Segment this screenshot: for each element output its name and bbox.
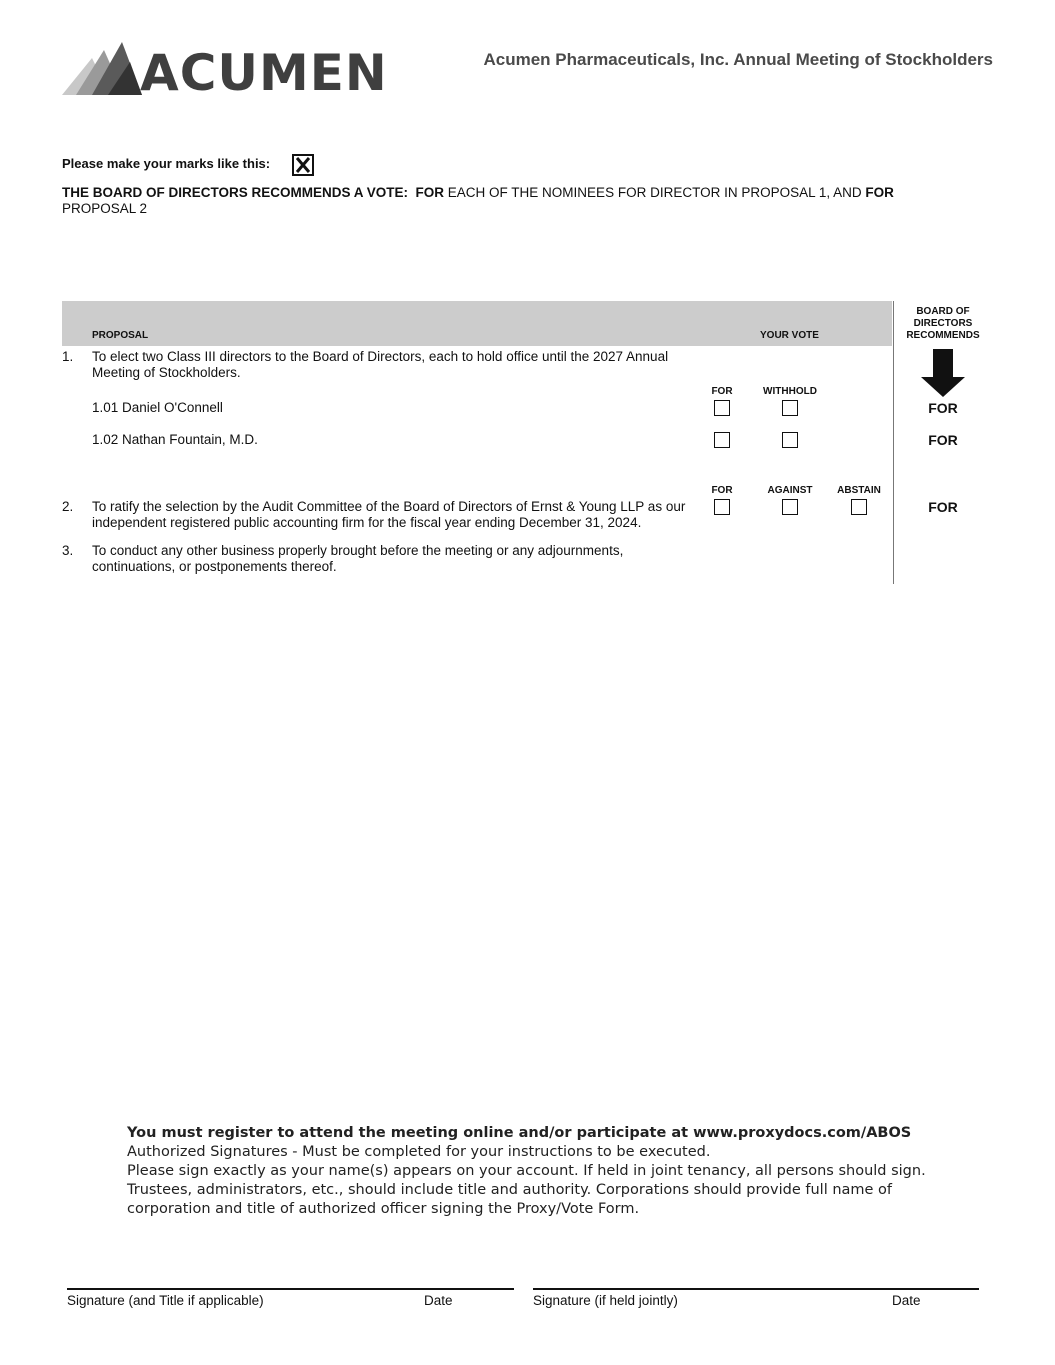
proposal-1-for-label: FOR: [711, 386, 733, 397]
column-divider: [893, 301, 894, 584]
proposal-2-abstain-label: ABSTAIN: [837, 485, 881, 496]
signature-2-label: Signature (if held jointly): [533, 1293, 678, 1308]
proposal-1-text: To elect two Class III directors to the Board of Directors, each to hold office until the 2027 Annual Meeting of Stockholders.: [92, 349, 669, 380]
date-2-label: Date: [892, 1293, 921, 1308]
proposal-3-number: 3.: [62, 543, 74, 558]
document-title: Acumen Pharmaceuticals, Inc. Annual Meeting of Stockholders: [483, 50, 993, 69]
register-notice: You must register to attend the meeting online and/or participate at www.proxydocs.com/ABOS: [127, 1125, 912, 1141]
signature-1-label: Signature (and Title if applicable): [67, 1293, 264, 1308]
proposal-2-for-label: FOR: [711, 485, 733, 496]
nominee-2-withhold-checkbox[interactable]: [782, 432, 798, 448]
proposal-2-against-label: AGAINST: [767, 485, 813, 496]
example-x-mark-icon: [292, 154, 314, 176]
nominee-1-name: 1.01 Daniel O'Connell: [92, 400, 223, 415]
proposal-column-header: PROPOSAL: [92, 330, 149, 341]
date-1-label: Date: [424, 1293, 453, 1308]
authorized-signatures-note: Authorized Signatures - Must be completed for your instructions to be executed.: [127, 1144, 711, 1160]
signature-1-line[interactable]: [67, 1288, 514, 1290]
your-vote-column-header: YOUR VOTE: [760, 330, 819, 341]
proposal-2-text: To ratify the selection by the Audit Committee of the Board of Directors of Ernst & Young LLP as our independent registered public accounting firm for the fiscal year ending December 31, 2024.: [92, 499, 686, 530]
proposal-2-number: 2.: [62, 499, 74, 514]
proposal-1-number: 1.: [62, 349, 74, 364]
nominee-1-for-checkbox[interactable]: [714, 400, 730, 416]
proposal-3-text: To conduct any other business properly brought before the meeting or any adjournments, continuations, or postponements thereof.: [92, 543, 624, 574]
logo-text: ACUMEN: [140, 44, 388, 102]
nominee-2-for-checkbox[interactable]: [714, 432, 730, 448]
proposal-2-against-checkbox[interactable]: [782, 499, 798, 515]
board-recommends-column-header: BOARD OF DIRECTORS RECOMMENDS: [906, 306, 980, 341]
signing-instructions: Please sign exactly as your name(s) appears on your account. If held in joint tenancy, all persons should sign. Trustees, administrators, etc., should include title and authority. Corporations should provide full name of corporation and title of authorized officer signing the Proxy/Vote Form.: [127, 1163, 926, 1217]
acumen-logo: [62, 40, 388, 102]
proposal-2-recommendation: FOR: [928, 499, 958, 515]
board-recommendation: THE BOARD OF DIRECTORS RECOMMENDS A VOTE: FOR EACH OF THE NOMINEES FOR DIRECTOR IN PROPOSAL 1, AND FOR PROPOSAL 2: [62, 185, 894, 216]
mountain-logo-icon: [62, 40, 142, 100]
signature-2-line[interactable]: [533, 1288, 979, 1290]
proposal-2-for-checkbox[interactable]: [714, 499, 730, 515]
recommend-arrow-icon: [921, 349, 965, 404]
nominee-1-recommendation: FOR: [928, 400, 958, 416]
nominee-2-recommendation: FOR: [928, 432, 958, 448]
nominee-1-withhold-checkbox[interactable]: [782, 400, 798, 416]
proposal-2-abstain-checkbox[interactable]: [851, 499, 867, 515]
footer-instructions: [127, 1124, 927, 1219]
marks-instruction: Please make your marks like this:: [62, 156, 271, 171]
proposal-1-withhold-label: WITHHOLD: [763, 386, 817, 397]
nominee-2-name: 1.02 Nathan Fountain, M.D.: [92, 432, 258, 447]
